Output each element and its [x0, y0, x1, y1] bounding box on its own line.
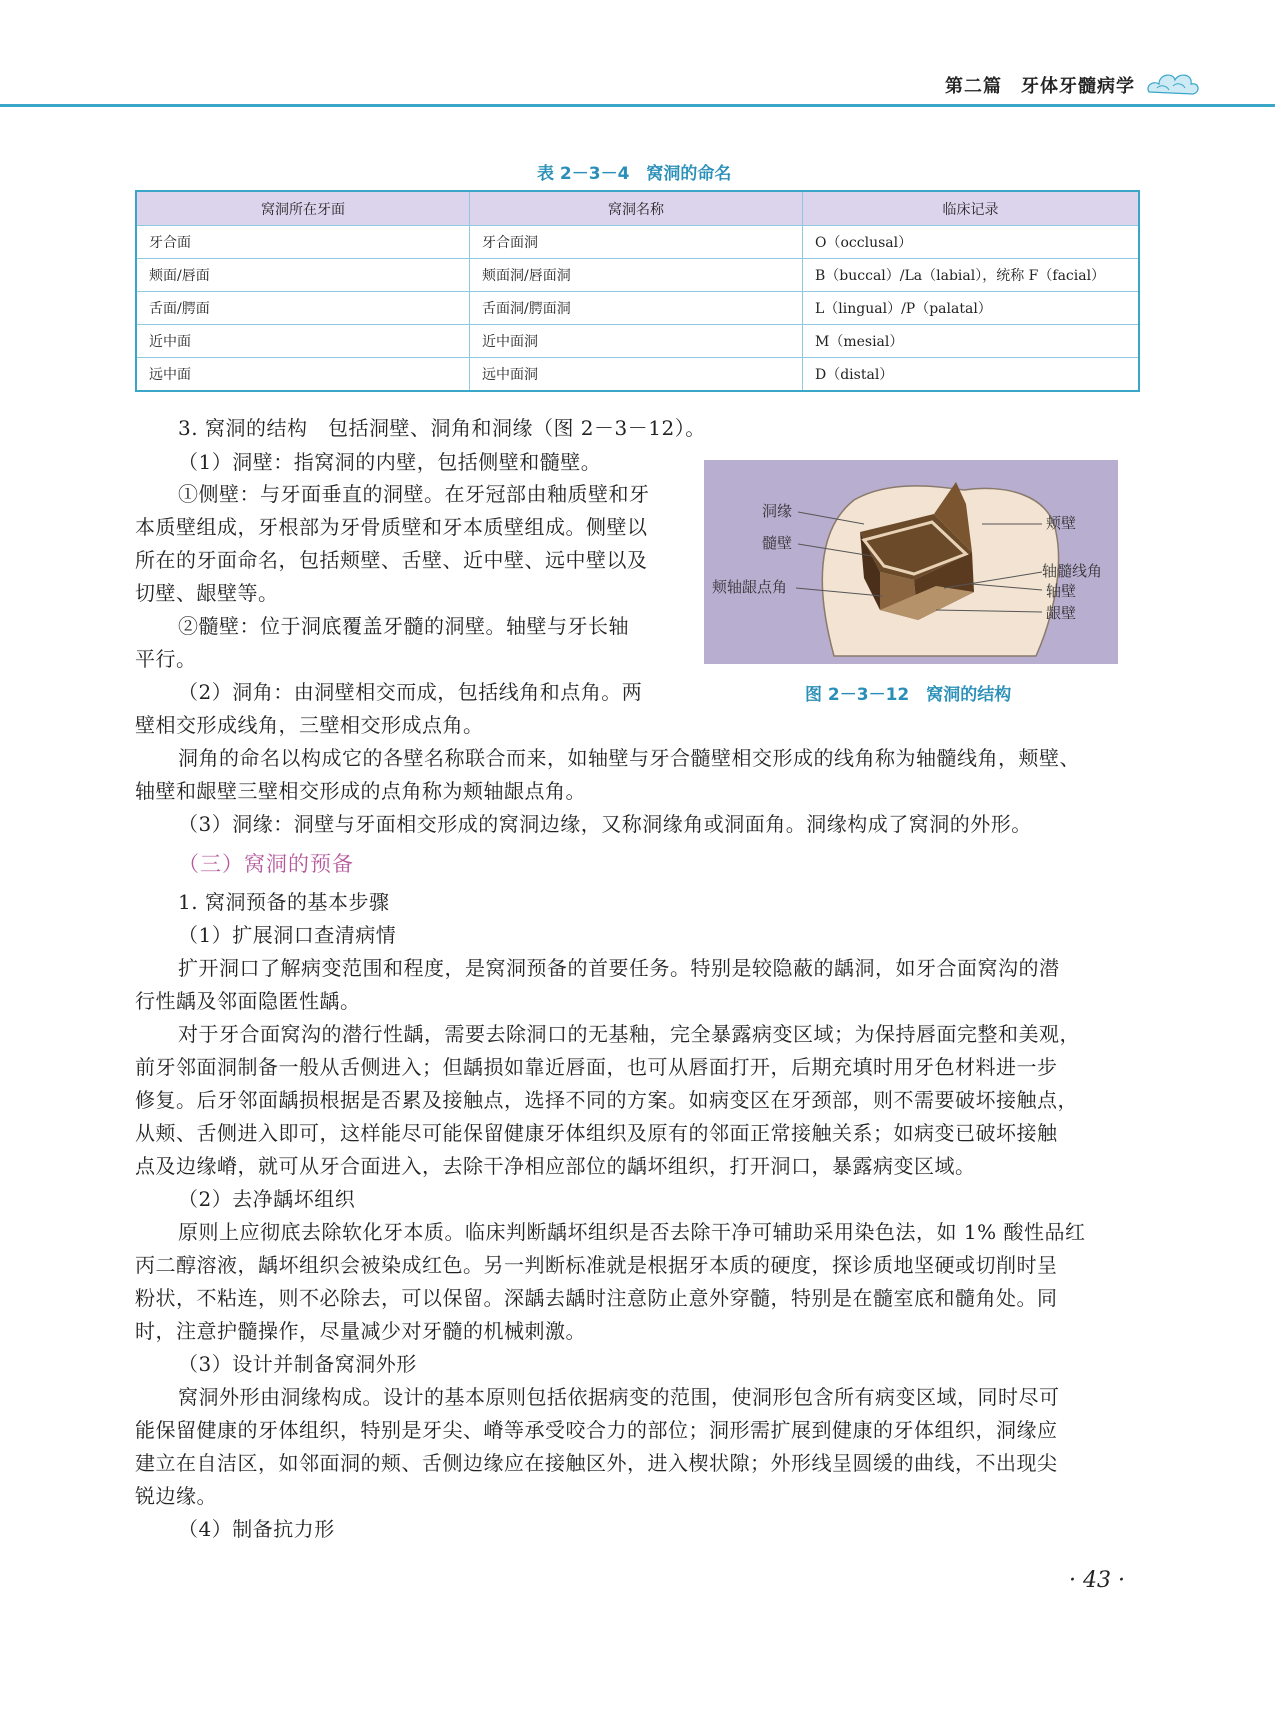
paragraph: 原则上应彻底去除软化牙本质。临床判断龋坏组织是否去除干净可辅助采用染色法，如 1% 酸性品红: [178, 1220, 1086, 1244]
column-header: 窝洞所在牙面: [136, 191, 470, 226]
section-heading: （三）窝洞的预备: [178, 852, 354, 876]
table-row: [136, 226, 1139, 259]
page-number: · 43 ·: [1069, 1568, 1125, 1593]
header-title: 第二篇 牙体牙髓病学: [945, 76, 1135, 97]
paragraph: 时，注意护髓操作，尽量减少对牙髓的机械刺激。: [135, 1319, 586, 1343]
figure-label: 颊轴龈点角: [712, 578, 788, 596]
paragraph: 壁相交形成线角，三壁相交形成点角。: [135, 713, 484, 737]
cavity-structure-figure: [704, 460, 1118, 664]
paragraph: 前牙邻面洞制备一般从舌侧进入；但龋损如靠近唇面，也可从唇面打开，后期充填时用牙色材料进一步: [135, 1055, 1058, 1079]
paragraph: 窝洞外形由洞缘构成。设计的基本原则包括依据病变的范围，使洞形包含所有病变区域，同时尽可: [178, 1385, 1060, 1409]
table-cell: 牙合面: [136, 226, 470, 259]
figure-label: 洞缘: [762, 502, 793, 520]
table-row: [136, 325, 1139, 358]
paragraph: 本质壁组成，牙根部为牙骨质壁和牙本质壁组成。侧壁以: [135, 515, 648, 539]
paragraph: （1）洞壁：指窝洞的内壁，包括侧壁和髓壁。: [178, 450, 602, 474]
paragraph: 平行。: [135, 647, 197, 671]
table-row: [136, 259, 1139, 292]
table-cell: 舌面/腭面: [136, 292, 470, 325]
paragraph: 修复。后牙邻面龋损根据是否累及接触点，选择不同的方案。如病变区在牙颈部，则不需要破坏接触点，: [135, 1088, 1078, 1112]
figure-label: 髓壁: [762, 534, 793, 552]
paragraph: 3. 窝洞的结构 包括洞壁、洞角和洞缘（图 2－3－12）。: [178, 416, 706, 440]
paragraph: 轴壁和龈壁三壁相交形成的点角称为颊轴龈点角。: [135, 779, 586, 803]
column-header: 窝洞名称: [470, 191, 803, 226]
figure-label: 轴髓线角: [1042, 562, 1103, 580]
table-row: [136, 358, 1139, 392]
paragraph: 切壁、龈壁等。: [135, 581, 279, 605]
table-cell: 颊面洞/唇面洞: [470, 259, 803, 292]
paragraph: 对于牙合面窝沟的潜行性龋，需要去除洞口的无基釉，完全暴露病变区域；为保持唇面完整和美观，: [178, 1022, 1080, 1046]
naming-table: [135, 190, 1140, 392]
page-header: [0, 0, 1275, 110]
table-cell: B（buccal）/La（labial），统称 F（facial）: [803, 259, 1140, 292]
table-cell: 舌面洞/腭面洞: [470, 292, 803, 325]
paragraph: 洞角的命名以构成它的各壁名称联合而来，如轴壁与牙合髓壁相交形成的线角称为轴髓线角，颊壁、: [178, 746, 1080, 770]
cloud-ornament-icon: [1143, 66, 1203, 100]
paragraph: （3）设计并制备窝洞外形: [178, 1352, 417, 1376]
table-cell: O（occlusal）: [803, 226, 1140, 259]
paragraph: 丙二醇溶液，龋坏组织会被染成红色。另一判断标准就是根据牙本质的硬度，探诊质地坚硬或切削时呈: [135, 1253, 1058, 1277]
paragraph: （2）洞角：由洞壁相交而成，包括线角和点角。两: [178, 680, 643, 704]
table-cell: D（distal）: [803, 358, 1140, 392]
table-cell: 远中面: [136, 358, 470, 392]
paragraph: 从颊、舌侧进入即可，这样能尽可能保留健康牙体组织及原有的邻面正常接触关系；如病变已破坏接触: [135, 1121, 1058, 1145]
paragraph: 能保留健康的牙体组织，特别是牙尖、嵴等承受咬合力的部位；洞形需扩展到健康的牙体组织，洞缘应: [135, 1418, 1058, 1442]
paragraph: 行性龋及邻面隐匿性龋。: [135, 989, 361, 1013]
table-cell: 牙合面洞: [470, 226, 803, 259]
table-row: [136, 292, 1139, 325]
paragraph: （1）扩展洞口查清病情: [178, 923, 397, 947]
table-cell: 近中面洞: [470, 325, 803, 358]
paragraph: （4）制备抗力形: [178, 1517, 335, 1541]
table-cell: 远中面洞: [470, 358, 803, 392]
paragraph: 建立在自洁区，如邻面洞的颊、舌侧边缘应在接触区外，进入楔状隙；外形线呈圆缓的曲线，不出现尖: [135, 1451, 1058, 1475]
paragraph: 粉状，不粘连，则不必除去，可以保留。深龋去龋时注意防止意外穿髓，特别是在髓室底和髓角处。同: [135, 1286, 1058, 1310]
paragraph: 扩开洞口了解病变范围和程度，是窝洞预备的首要任务。特别是较隐蔽的龋洞，如牙合面窝沟的潜: [178, 956, 1060, 980]
figure-caption: 图 2－3－12 窝洞的结构: [805, 685, 1012, 705]
table-cell: 近中面: [136, 325, 470, 358]
paragraph: 1. 窝洞预备的基本步骤: [178, 890, 390, 914]
paragraph: 所在的牙面命名，包括颊壁、舌壁、近中壁、远中壁以及: [135, 548, 648, 572]
paragraph: 锐边缘。: [135, 1484, 217, 1508]
table-cell: M（mesial）: [803, 325, 1140, 358]
table-caption: 表 2－3－4 窝洞的命名: [537, 164, 732, 184]
paragraph: ②髓壁：位于洞底覆盖牙髓的洞壁。轴壁与牙长轴: [178, 614, 629, 638]
table-cell: 颊面/唇面: [136, 259, 470, 292]
paragraph: 点及边缘嵴，就可从牙合面进入，去除干净相应部位的龋坏组织，打开洞口，暴露病变区域。: [135, 1154, 976, 1178]
paragraph: （3）洞缘：洞壁与牙面相交形成的窝洞边缘，又称洞缘角或洞面角。洞缘构成了窝洞的外形。: [178, 812, 1032, 836]
table-cell: L（lingual）/P（palatal）: [803, 292, 1140, 325]
paragraph: （2）去净龋坏组织: [178, 1187, 356, 1211]
figure-label: 龈壁: [1046, 604, 1077, 622]
column-header: 临床记录: [803, 191, 1140, 226]
table-header-row: [136, 191, 1139, 226]
figure-label: 轴壁: [1046, 582, 1077, 600]
paragraph: ①侧壁：与牙面垂直的洞壁。在牙冠部由釉质壁和牙: [178, 482, 650, 506]
figure-label: 颊壁: [1046, 514, 1077, 532]
header-rule: [0, 104, 1275, 107]
